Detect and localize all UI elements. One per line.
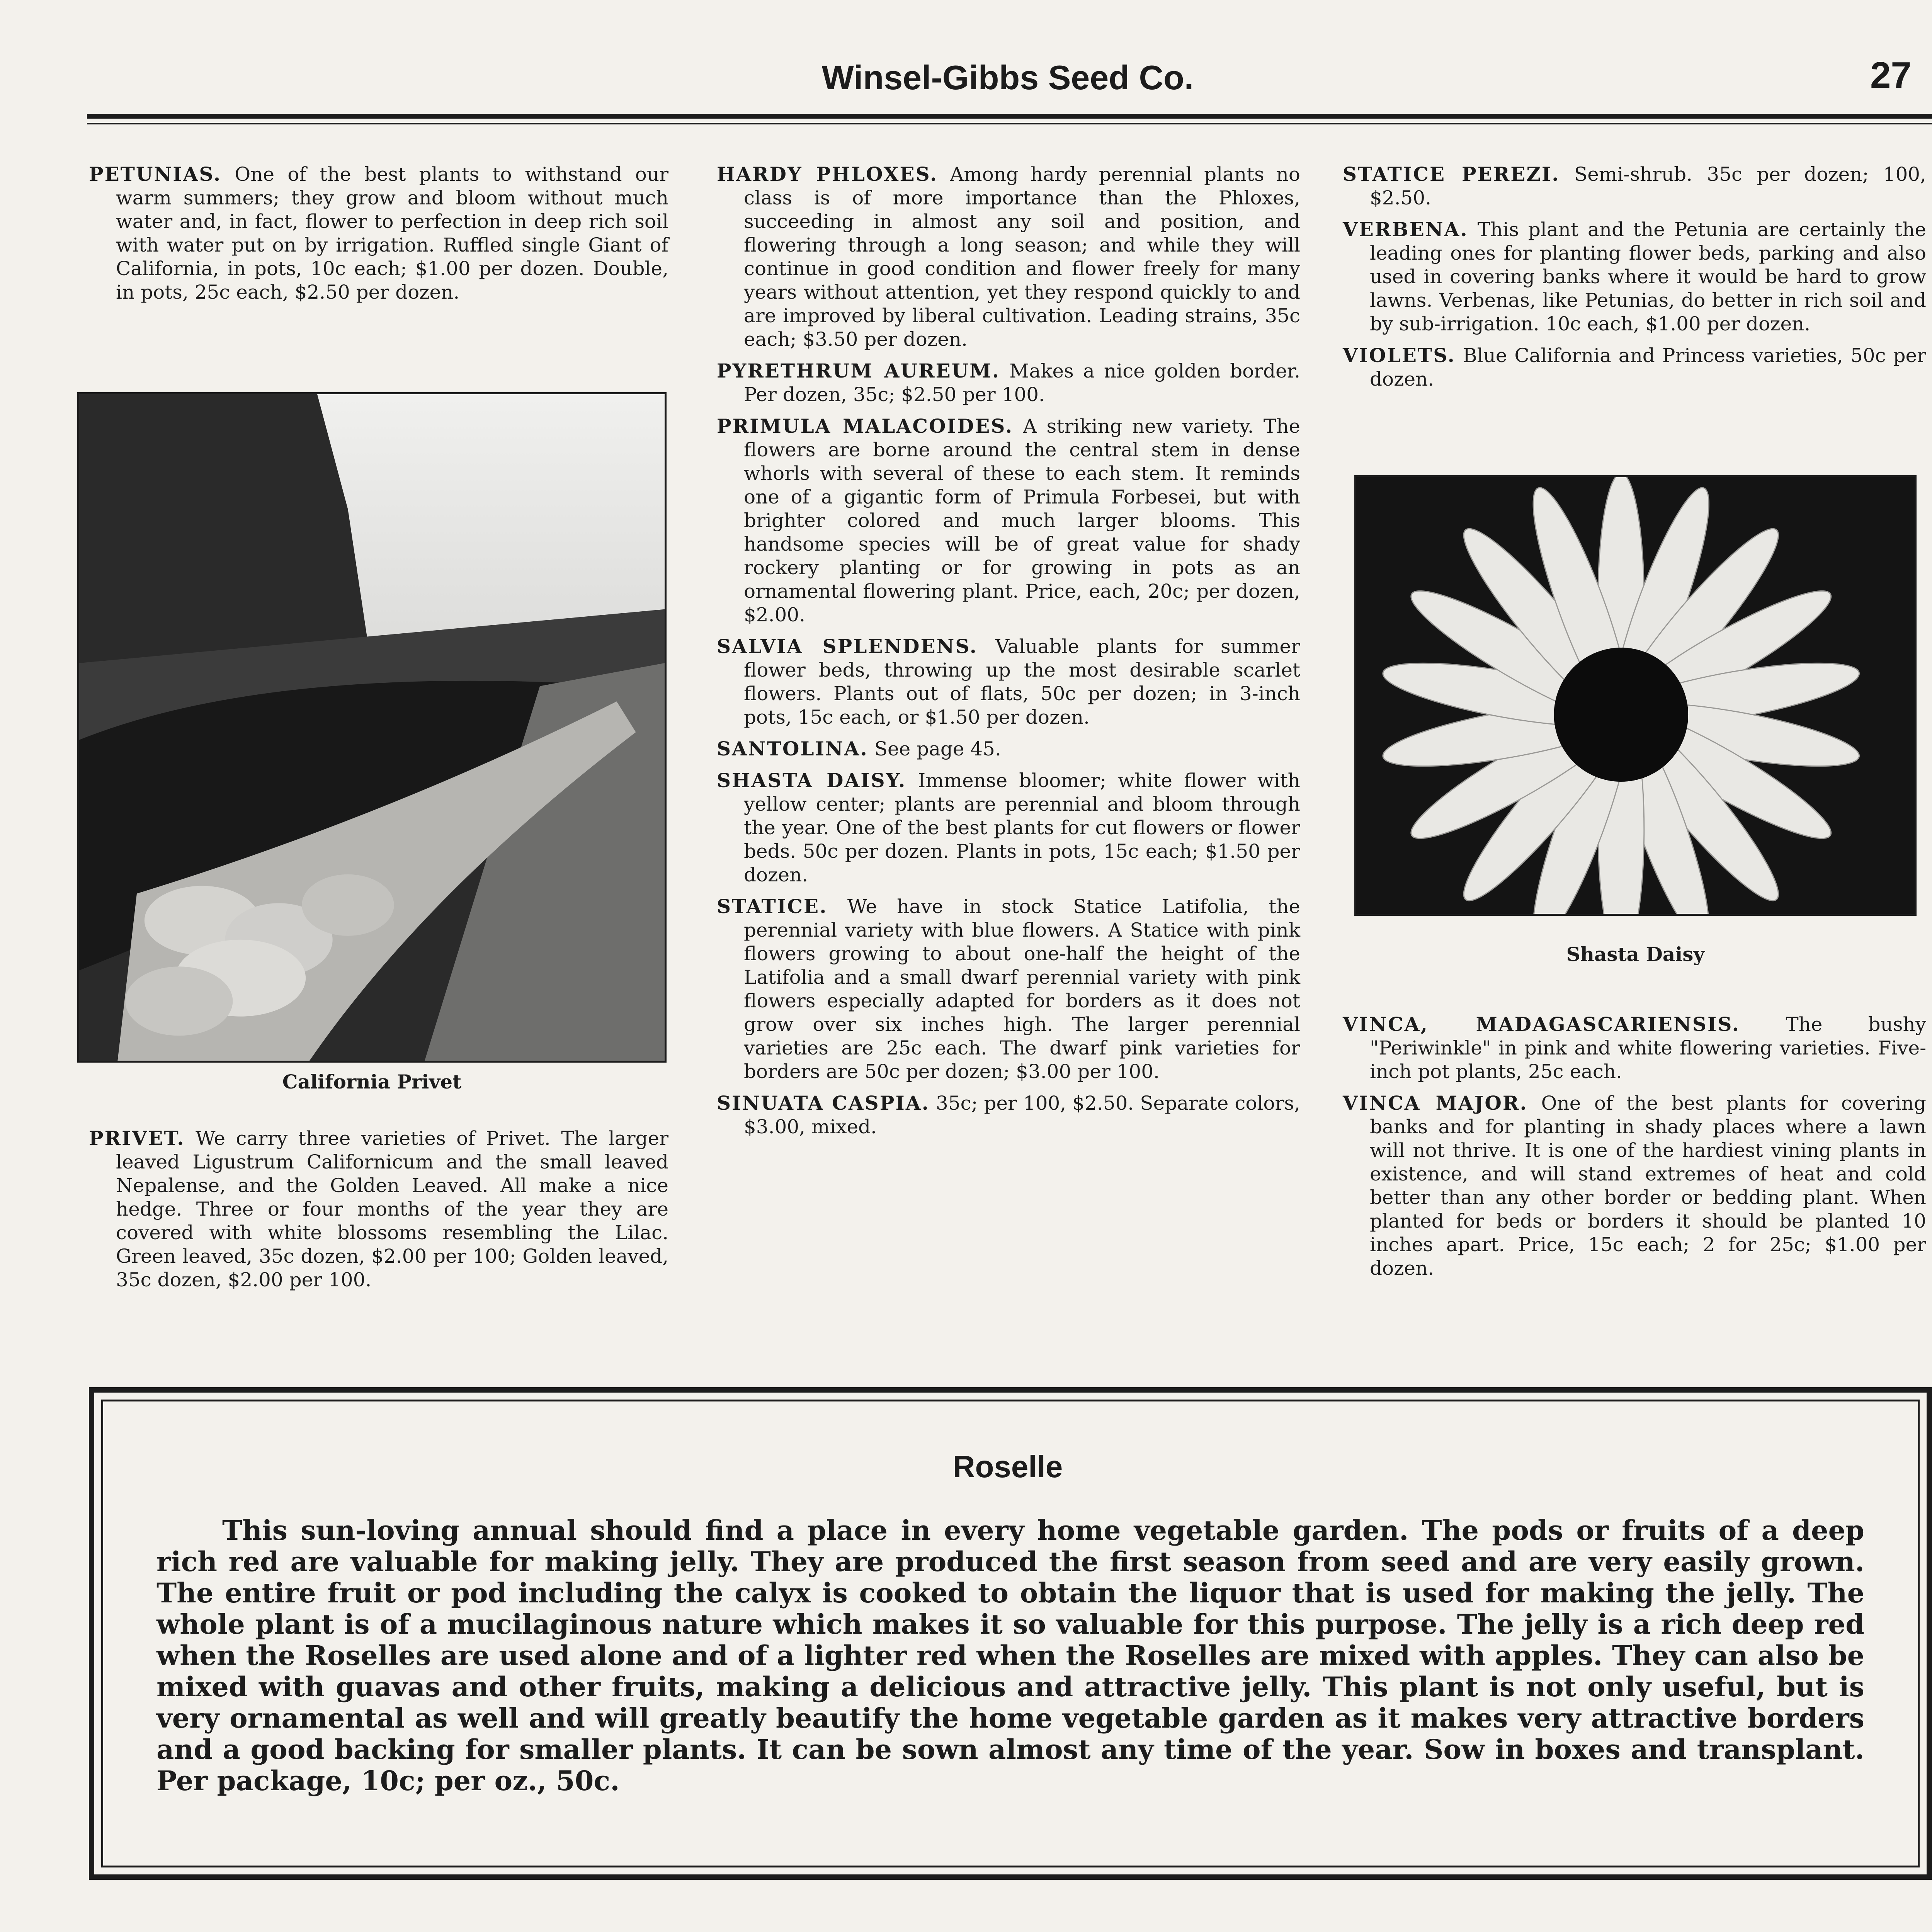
entry-heading: VERBENA. xyxy=(1343,218,1468,241)
column-1-bottom xyxy=(89,1126,668,1299)
entry-vinca-major xyxy=(1343,1091,1926,1280)
entry-petunias xyxy=(89,162,668,304)
photo-caption-shasta-daisy: Shasta Daisy xyxy=(1566,943,1705,966)
entry-heading: PRIVET. xyxy=(89,1127,185,1150)
column-1-top xyxy=(89,162,668,312)
entry-heading: PYRETHRUM AUREUM. xyxy=(717,359,1000,382)
entry-statice-perezi xyxy=(1343,162,1926,210)
entry-hardy-phloxes xyxy=(717,162,1300,351)
entry-primula xyxy=(717,414,1300,627)
california-privet-photo xyxy=(77,392,667,1063)
entry-verbena xyxy=(1343,218,1926,336)
photo-caption-california-privet: California Privet xyxy=(282,1070,462,1093)
entry-heading: STATICE PEREZI. xyxy=(1343,163,1560,185)
roselle-title: Roselle xyxy=(952,1449,1063,1484)
entry-pyrethrum xyxy=(717,359,1300,406)
entry-text: Valuable plants for summer flower beds, throwing up the most desirable scarlet flowers. Plants out of flats, 50c per dozen; in 3-inch pots, 15c each, or $1.50 per dozen. xyxy=(744,635,1300,728)
entry-text: See page 45. xyxy=(874,738,1001,760)
entry-text: Makes a nice golden border. Per dozen, 35c; $2.50 per 100. xyxy=(744,360,1300,406)
entry-heading: SALVIA SPLENDENS. xyxy=(717,635,978,658)
entry-heading: SANTOLINA. xyxy=(717,737,868,760)
entry-heading: SHASTA DAISY. xyxy=(717,769,906,792)
entry-santolina xyxy=(717,737,1300,761)
entry-heading: PETUNIAS. xyxy=(89,163,222,185)
entry-heading: STATICE. xyxy=(717,895,828,918)
entry-text: One of the best plants for covering banks and for planting in shady places where a lawn will not thrive. It is one of the hardiest vining plants in existence, and will stand extremes of heat and cold better than any other border or bedding plant. When planted for beds or borders it should be planted 10 inches apart. Price, 15c each; 2 for 25c; $1.00 per dozen. xyxy=(1370,1092,1926,1279)
page-number: 27 xyxy=(1870,54,1912,96)
column-2 xyxy=(717,162,1300,1146)
entry-text: We have in stock Statice Latifolia, the perennial variety with blue flowers. A Statice with pink flowers growing to about one-half the height of the Latifolia and a small dwarf perennial variety with pink flowers especially adapted for borders as it does not grow over six inches high. The larger perennial varieties are 25c each. The dwarf pink varieties for borders are 50c per dozen; $3.00 per 100. xyxy=(744,895,1300,1083)
entry-text: The bushy "Periwinkle" in pink and white flowering varieties. Five-inch pot plants, 25c each. xyxy=(1370,1013,1926,1083)
entry-text: 35c; per 100, $2.50. Separate colors, $3.00, mixed. xyxy=(744,1092,1300,1138)
entry-violets xyxy=(1343,344,1926,391)
entry-text: Immense bloomer; white flower with yellow center; plants are perennial and bloom through the year. One of the best plants for cut flowers or flower beds. 50c per dozen. Plants in pots, 15c each; $1.50 per dozen. xyxy=(744,769,1300,886)
entry-heading: PRIMULA MALACOIDES. xyxy=(717,415,1014,437)
entry-text: Among hardy perennial plants no class is of more importance than the Phloxes, succeeding in almost any soil and position, and flowering through a long season; and while they will continue in good condition and flower freely for many years without attention, yet they respond quickly to and are improved by liberal cultivation. Leading strains, 35c each; $3.50 per dozen. xyxy=(744,163,1300,350)
entry-heading: VIOLETS. xyxy=(1343,344,1456,367)
entry-sinuata-caspia xyxy=(717,1091,1300,1139)
shasta-daisy-photo xyxy=(1354,475,1917,916)
entry-text: Semi-shrub. 35c per dozen; 100, $2.50. xyxy=(1370,163,1927,209)
entry-text: One of the best plants to withstand our warm summers; they grow and bloom without much water and, in fact, flower to perfection in deep rich soil with water put on by irrigation. Ruffled single Giant of California, in pots, 10c each; $1.00 per dozen. Double, in pots, 25c each, $2.50 per dozen. xyxy=(116,163,668,303)
entry-salvia xyxy=(717,634,1300,729)
entry-heading: SINUATA CASPIA. xyxy=(717,1092,930,1114)
entry-text: We carry three varieties of Privet. The larger leaved Ligustrum Californicum and the small leaved Nepalense, and the Golden Leaved. All make a nice hedge. Three or four months of the year they are covered with white blossoms resembling the Lilac. Green leaved, 35c dozen, $2.00 per 100; Golden leaved, 35c dozen, $2.00 per 100. xyxy=(116,1127,668,1291)
entry-heading: VINCA, MADAGASCARIENSIS. xyxy=(1343,1013,1740,1036)
header-rule-thick xyxy=(87,114,1932,119)
running-header: Winsel-Gibbs Seed Co. xyxy=(821,58,1194,97)
entry-privet xyxy=(89,1126,668,1292)
entry-statice xyxy=(717,895,1300,1083)
entry-text: This plant and the Petunia are certainly the leading ones for planting flower beds, parking and also used in covering banks where it would be hard to grow lawns. Verbenas, like Petunias, do better in rich soil and by sub-irrigation. 10c each, $1.00 per dozen. xyxy=(1370,218,1926,335)
header-rule-thin xyxy=(87,123,1932,124)
column-3-bottom xyxy=(1343,1012,1926,1288)
column-3-top xyxy=(1343,162,1926,399)
roselle-text: This sun-loving annual should find a place in every home vegetable garden. The pods or fruits of a deep rich red are valuable for making jelly. They are produced the first season from seed and are very easily grown. The entire fruit or pod including the calyx is cooked to obtain the liquor that is used for making the jelly. The whole plant is of a mucilaginous nature which makes it so valuable for this purpose. The jelly is a rich deep red when the Roselles are used alone and of a lighter red when the Roselles are mixed with apples. They can also be mixed with guavas and other fruits, making a delicious and attractive jelly. This plant is not only useful, but is very ornamental as well and will greatly beautify the home vegetable garden as it makes very attractive borders and a good backing for smaller plants. It can be sown almost any time of the year. Sow in boxes and transplant. Per package, 10c; per oz., 50c. xyxy=(156,1514,1864,1797)
entry-text: A striking new variety. The flowers are borne around the central stem in dense whorls with several of these to each stem. It reminds one of a gigantic form of Primula Forbesei, but with brighter colored and much larger blooms. This handsome species will be of great value for shady rockery planting or for growing in pots as an ornamental flowering plant. Price, each, 20c; per dozen, $2.00. xyxy=(744,415,1300,626)
entry-heading: HARDY PHLOXES. xyxy=(717,163,938,185)
entry-text: Blue California and Princess varieties, 50c per dozen. xyxy=(1370,344,1926,390)
entry-vinca-madagascariensis xyxy=(1343,1012,1926,1083)
entry-heading: VINCA MAJOR. xyxy=(1343,1092,1528,1114)
entry-shasta-daisy xyxy=(717,769,1300,887)
